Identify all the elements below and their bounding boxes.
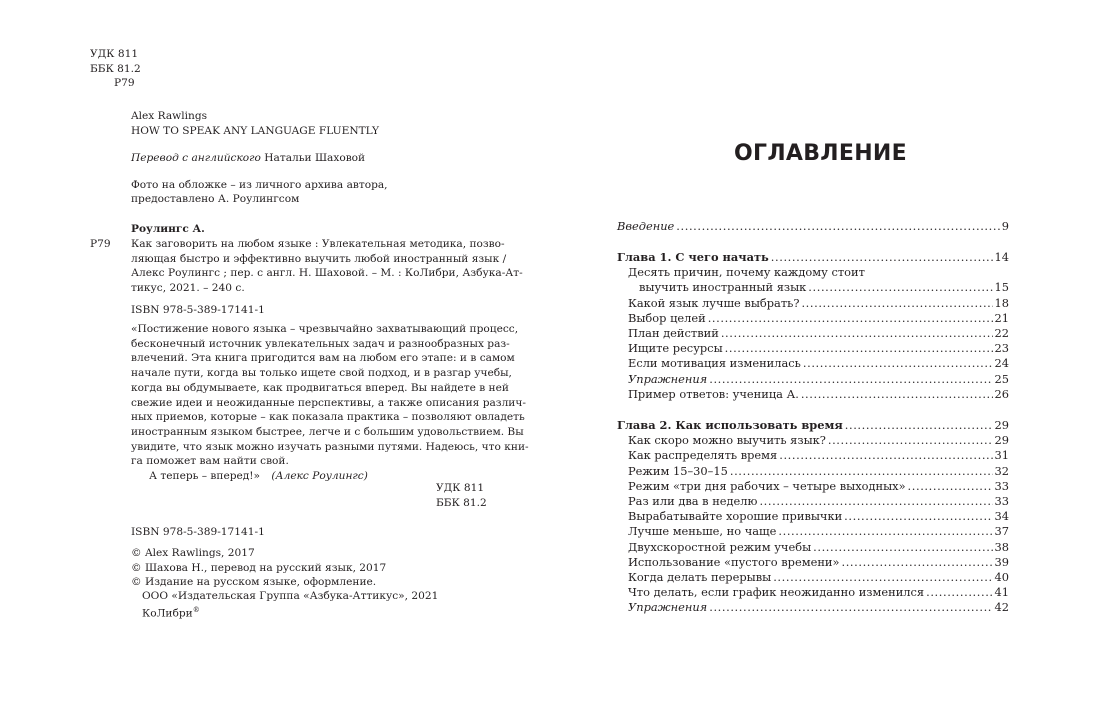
toc-entry-page: 15 xyxy=(994,280,1009,295)
toc-leader xyxy=(926,585,992,600)
toc-entry[interactable] xyxy=(617,387,1009,402)
toc-entry[interactable] xyxy=(617,555,1009,570)
toc-entry-page: 33 xyxy=(994,493,1009,508)
toc-entry-title: Двухскоростной режим учебы xyxy=(628,539,812,554)
registered-mark: ® xyxy=(192,606,200,614)
toc-entry-page: 42 xyxy=(994,600,1009,615)
toc-entry-title: Вырабатывайте хорошие привычки xyxy=(628,509,843,524)
toc-leader xyxy=(773,570,992,585)
toc-leader xyxy=(725,341,993,356)
toc-entry-page: 41 xyxy=(994,585,1009,600)
toc-entry[interactable] xyxy=(617,433,1009,448)
annotation-line: иностранным языком быстрее, легче и с большим удовольствием. Вы xyxy=(131,425,524,438)
toc-entry-title: Как скоро можно выучить язык? xyxy=(628,433,826,448)
annotation-line: увидите, что язык можно изучать разными путями. Надеюсь, что кни- xyxy=(131,440,529,453)
annotation-final-quote: А теперь – вперед!» xyxy=(149,470,261,483)
toc-entry-page: 21 xyxy=(994,310,1009,325)
toc-entry-title: Раз или два в неделю xyxy=(628,493,758,508)
toc-leader xyxy=(845,418,993,433)
toc-entry[interactable] xyxy=(617,341,1009,356)
biblio-line: Алекс Роулингс ; пер. с англ. Н. Шаховой. – М. : КоЛибри, Азбука-Ат- xyxy=(131,267,523,280)
cover-photo-credit-line: Фото на обложке – из личного архива автора, xyxy=(131,179,388,191)
annotation-line: бесконечный источник увлекательных задач и разнообразных раз- xyxy=(131,337,510,350)
toc-entry-page: 24 xyxy=(994,356,1009,371)
toc-entry[interactable] xyxy=(617,600,1009,615)
toc-entry[interactable] xyxy=(617,494,1009,509)
toc-entry[interactable] xyxy=(617,464,1009,479)
toc-entry-title: План действий xyxy=(628,325,719,340)
toc-entry-title: Какой язык лучше выбрать? xyxy=(628,295,800,310)
toc-entry-title: Ищите ресурсы xyxy=(628,341,723,356)
toc-entry-title: Режим «три дня рабочих – четыре выходных» xyxy=(628,478,906,493)
toc-entry-page: 34 xyxy=(994,509,1009,524)
toc-chapter-heading[interactable] xyxy=(617,250,1009,265)
toc-entry-title: Как распределять время xyxy=(628,448,778,463)
copyright-line: © Alex Rawlings, 2017 xyxy=(131,547,255,559)
toc-entry-title: Когда делать перерывы xyxy=(628,569,772,584)
annotation-line: «Постижение нового языка – чрезвычайно захватывающий процесс, xyxy=(131,323,519,335)
toc-leader xyxy=(841,555,992,570)
bbk-code: ББК 81.2 xyxy=(436,497,487,509)
toc-chapter-title: Глава 1. С чего начать xyxy=(617,250,769,264)
biblio-line: тикус, 2021. – 240 с. xyxy=(131,282,245,295)
translation-credit xyxy=(131,151,365,166)
toc-entry[interactable] xyxy=(617,280,1009,295)
toc-entry[interactable] xyxy=(617,219,1009,234)
copyright-line: © Шахова Н., перевод на русский язык, 2017 xyxy=(131,562,387,574)
toc-entry-title: Режим 15–30–15 xyxy=(628,463,728,478)
toc-intro xyxy=(617,219,1009,234)
toc-entry-page: 32 xyxy=(994,463,1009,478)
toc-entry[interactable] xyxy=(617,524,1009,539)
toc-leader xyxy=(730,464,993,479)
toc-leader xyxy=(808,280,992,295)
toc-entry-page: 25 xyxy=(994,371,1009,386)
annotation xyxy=(131,322,529,484)
copyright-line: © Издание на русском языке, оформление. xyxy=(131,576,377,588)
imprint xyxy=(142,603,200,621)
toc-entry-page: 37 xyxy=(994,524,1009,539)
toc-leader xyxy=(908,479,993,494)
translation-label: Перевод с английского xyxy=(131,152,261,164)
author-mark-top: Р79 xyxy=(114,77,135,89)
toc-entry-page: 22 xyxy=(994,325,1009,340)
toc-chapter-title: Глава 2. Как использовать время xyxy=(617,418,843,432)
toc-entry[interactable] xyxy=(617,448,1009,463)
toc-leader xyxy=(778,524,992,539)
biblio-line: ляющая быстро и эффективно выучить любой иностранный язык / xyxy=(131,252,507,265)
annotation-closing xyxy=(131,469,483,484)
toc-entry-page: 14 xyxy=(994,250,1009,264)
toc-chapter-2 xyxy=(617,418,1009,615)
toc-entry-page: 38 xyxy=(994,539,1009,554)
udk-code: УДК 811 xyxy=(90,48,139,60)
toc-chapter-1 xyxy=(617,250,1009,402)
bibliographic-description xyxy=(131,237,523,296)
toc-entry[interactable] xyxy=(617,585,1009,600)
toc-entry-title: Если мотивация изменилась xyxy=(628,356,801,371)
toc-leader xyxy=(709,600,992,615)
toc-entry-page: 33 xyxy=(994,478,1009,493)
translator-name: Натальи Шаховой xyxy=(264,152,366,164)
toc-entry[interactable] xyxy=(617,570,1009,585)
toc-chapter-heading[interactable] xyxy=(617,418,1009,433)
toc-leader xyxy=(779,448,992,463)
page-title: ОГЛАВЛЕНИЕ xyxy=(734,141,907,166)
udk-code: УДК 811 xyxy=(436,482,485,494)
annotation-line: га поможет вам найти свой. xyxy=(131,455,289,468)
toc-leader xyxy=(676,219,999,234)
toc-entry-page: 40 xyxy=(994,569,1009,584)
original-title: HOW TO SPEAK ANY LANGUAGE FLUENTLY xyxy=(131,125,380,137)
toc-leader xyxy=(708,311,993,326)
toc-leader xyxy=(759,494,992,509)
cover-photo-credit-line: предоставлено А. Роулингсом xyxy=(131,193,300,205)
annotation-line: когда вы обдумываете, как продвигаться вперед. Вы найдете в ней xyxy=(131,381,509,394)
toc-entry-title: Использование «пустого времени» xyxy=(628,554,840,569)
toc-leader xyxy=(813,540,992,555)
publisher-line: ООО «Издательская Группа «Азбука-Аттикус», 2021 xyxy=(142,590,439,602)
toc-entry[interactable] xyxy=(617,296,1009,311)
toc-entry-page: 29 xyxy=(994,433,1009,448)
toc-leader xyxy=(828,433,993,448)
toc-leader xyxy=(709,372,992,387)
toc-entry[interactable] xyxy=(617,326,1009,341)
toc-entry-title: Выбор целей xyxy=(628,310,706,325)
toc-entry-page: 29 xyxy=(994,418,1009,432)
author-mark: Р79 xyxy=(90,238,111,250)
toc-entry-title: Пример ответов: ученица А. xyxy=(628,386,799,401)
toc-entry-page: 39 xyxy=(994,554,1009,569)
toc-entry-title: Введение xyxy=(617,219,675,233)
imprint-name: КоЛибри xyxy=(142,607,193,620)
annotation-line: начале пути, когда вы только ищете свой подход, и в разгар учебы, xyxy=(131,367,512,380)
bbk-code: ББК 81.2 xyxy=(90,63,141,75)
toc-entry-title: Что делать, если график неожиданно изменился xyxy=(628,585,925,600)
toc-leader xyxy=(801,296,992,311)
toc-entry-page: 18 xyxy=(994,295,1009,310)
toc-entry-page: 26 xyxy=(994,386,1009,401)
toc-leader xyxy=(803,356,993,371)
toc-leader xyxy=(844,509,992,524)
author-heading: Роулингс А. xyxy=(131,223,205,235)
isbn: ISBN 978-5-389-17141-1 xyxy=(131,526,265,538)
annotation-attribution: (Алекс Роулингс) xyxy=(271,470,368,483)
annotation-line: ных приемов, которые – как показала практика – позволяют овладеть xyxy=(131,411,525,424)
annotation-line: свежие идеи и неожиданные перспективы, а также описания различ- xyxy=(131,396,526,409)
toc-entry[interactable] xyxy=(617,372,1009,387)
toc-leader xyxy=(771,250,993,265)
toc-entry-title: выучить иностранный язык xyxy=(639,280,807,295)
toc-entry-title: Лучше меньше, но чаще xyxy=(628,524,777,539)
toc-entry-page: 9 xyxy=(1001,219,1009,233)
toc-entry-page: 31 xyxy=(994,448,1009,463)
toc-entry[interactable] xyxy=(617,540,1009,555)
toc-leader xyxy=(801,387,993,402)
toc-entry[interactable] xyxy=(617,311,1009,326)
isbn: ISBN 978-5-389-17141-1 xyxy=(131,304,265,316)
toc-entry[interactable] xyxy=(617,356,1009,371)
toc-entry[interactable] xyxy=(617,479,1009,494)
toc-entry-title: Упражнения xyxy=(628,600,708,615)
toc-entry[interactable] xyxy=(617,509,1009,524)
annotation-line: влечений. Эта книга пригодится вам на любом его этапе: и в самом xyxy=(131,352,515,365)
toc-entry-title: Упражнения xyxy=(628,371,708,386)
toc-entry-first-line[interactable]: Десять причин, почему каждому стоит xyxy=(628,265,865,280)
original-author: Alex Rawlings xyxy=(131,110,208,122)
toc-leader xyxy=(721,326,993,341)
contents-page xyxy=(550,0,1100,707)
biblio-line: Как заговорить на любом языке : Увлекательная методика, позво- xyxy=(131,238,505,250)
toc-entry-page: 23 xyxy=(994,341,1009,356)
